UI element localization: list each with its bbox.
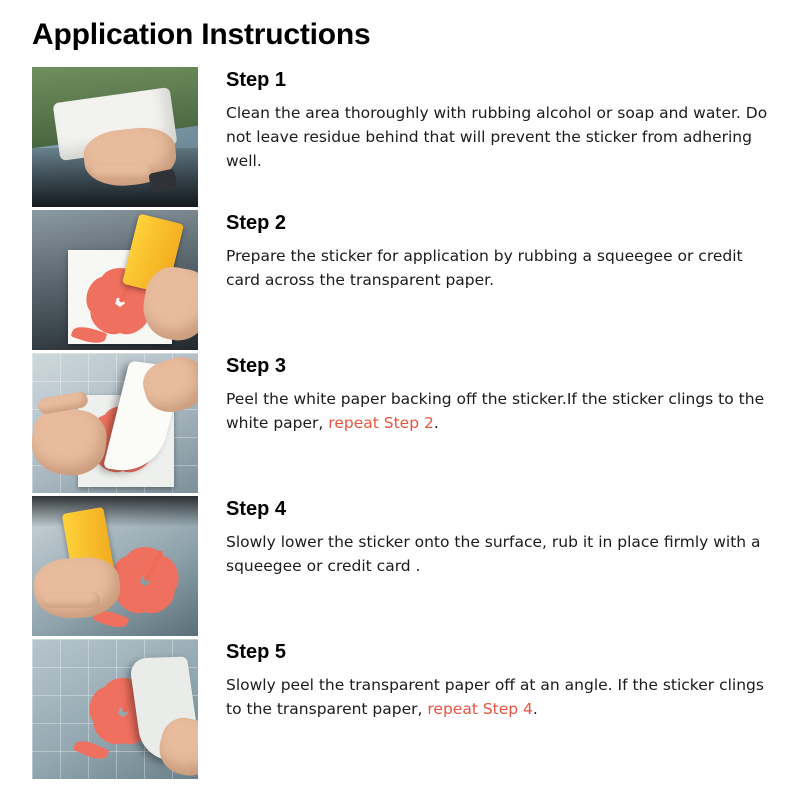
step-text: Prepare the sticker for application by rubbing a squeegee or credit card across the transparent paper.: [226, 247, 743, 290]
step-2-image: [32, 210, 198, 350]
step-heading: Step 4: [226, 498, 287, 520]
step-1-image: [32, 67, 198, 207]
step-text: Slowly peel the transparent paper off at an angle. If the sticker clings to the transparent paper, repeat Step 4.: [226, 676, 764, 719]
step-text: Clean the area thoroughly with rubbing alcohol or soap and water. Do not leave residue behind that will prevent the sticker from adhering well.: [226, 104, 768, 171]
step-2-content: [198, 210, 768, 292]
step-3-content: [198, 353, 768, 435]
step-item: [32, 210, 768, 353]
step-item: [32, 67, 768, 210]
step-1-content: [198, 67, 768, 173]
step-3-image: [32, 353, 198, 493]
step-5-content: [198, 639, 768, 721]
step-heading: Step 2: [226, 212, 287, 234]
steps-list: [32, 67, 768, 782]
step-item: [32, 353, 768, 496]
step-heading: Step 1: [226, 69, 287, 91]
step-heading: Step 5: [226, 641, 287, 663]
step-4-content: [198, 496, 768, 578]
step-item: [32, 496, 768, 639]
step-accent-text: repeat Step 2: [328, 414, 434, 433]
step-text: Peel the white paper backing off the sticker.If the sticker clings to the white paper, repeat Step 2.: [226, 390, 765, 433]
step-item: [32, 639, 768, 782]
step-text: Slowly lower the sticker onto the surface, rub it in place firmly with a squeegee or credit card .: [226, 533, 761, 576]
step-accent-text: repeat Step 4: [427, 700, 533, 719]
step-heading: Step 3: [226, 355, 287, 377]
step-4-image: [32, 496, 198, 636]
step-5-image: [32, 639, 198, 779]
page-title: Application Instructions: [32, 18, 371, 51]
